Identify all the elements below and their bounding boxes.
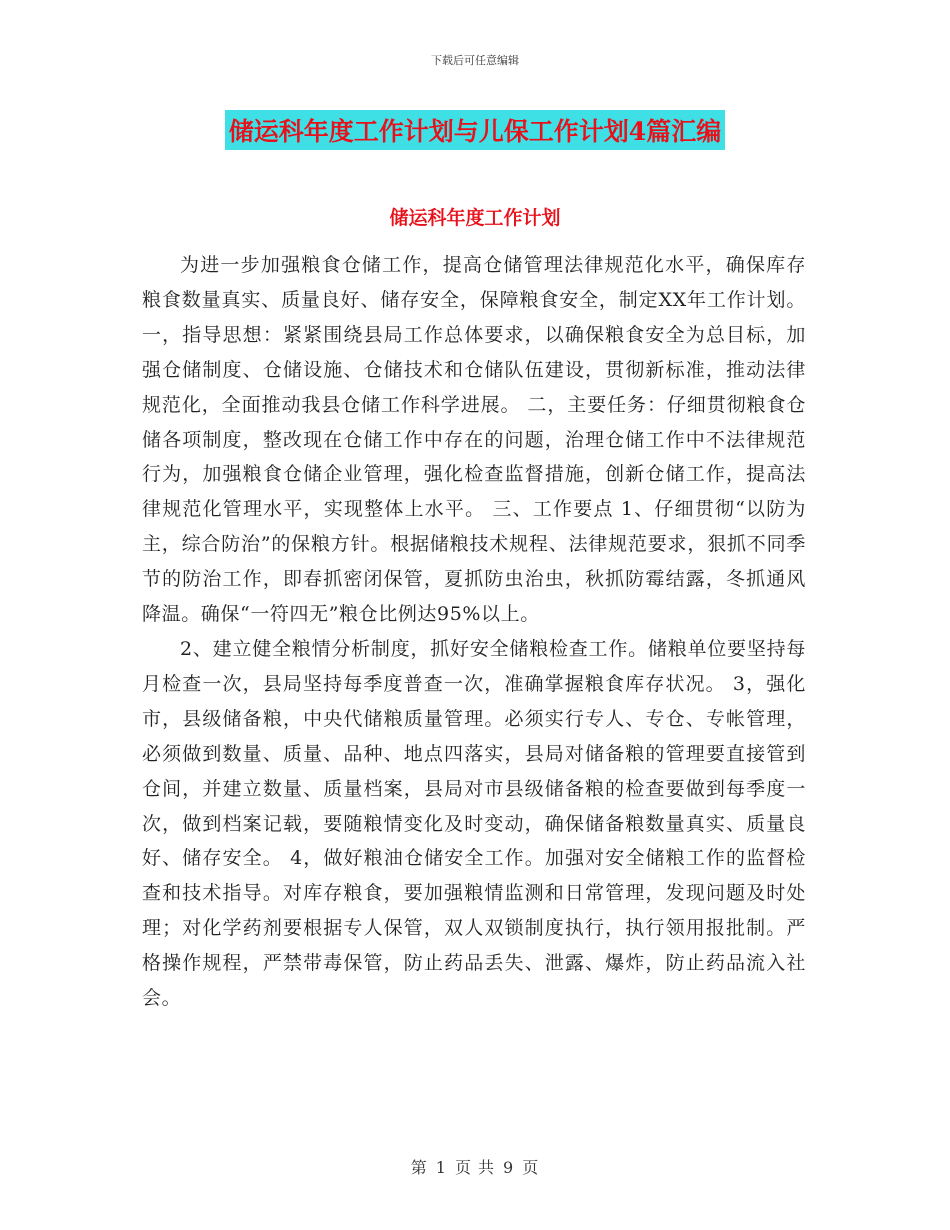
paragraph-2: 2、建立健全粮情分析制度，抓好安全储粮检查工作。储粮单位要坚持每月检查一次，县局坚持每季度普查一次，准确掌握粮食库存状况。 3，强化市，县级储备粮，中央代储粮质量管理。必须实行专人、专仓、专帐管理，必须做到数量、质量、品种、地点四落实，县局对储备粮的管理要直接管到仓间，并建立数量、质量档案，县局对市县级储备粮的检查要做到每季度一次，做到档案记载，要随粮情变化及时变动，确保储备粮数量真实、质量良好、储存安全。 4，做好粮油仓储安全工作。加强对安全储粮工作的监督检查和技术指导。对库存粮食，要加强粮情监测和日常管理，发现问题及时处理；对化学药剂要根据专人保管，双人双锁制度执行，执行领用报批制。严格操作规程，严禁带毒保管，防止药品丢失、泄露、爆炸，防止药品流入社会。 <box>142 637 806 1010</box>
footer-middle: 页 共 <box>454 1158 496 1177</box>
page-header-note: 下载后可任意编辑 <box>431 54 519 67</box>
footer-current-page: 1 <box>435 1158 447 1177</box>
document-title-text: 储运科年度工作计划与儿保工作计划4篇汇编 <box>225 110 725 150</box>
page-footer <box>0 1155 950 1178</box>
document-body <box>142 248 806 1016</box>
paragraph-1: 为进一步加强粮食仓储工作，提高仓储管理法律规范化水平，确保库存粮食数量真实、质量良好、储存安全，保障粮食安全，制定XX年工作计划。一，指导思想：紧紧围绕县局工作总体要求，以确保粮食安全为总目标，加强仓储制度、仓储设施、仓储技术和仓储队伍建设，贯彻新标准，推动法律规范化，全面推动我县仓储工作科学进展。 二，主要任务：仔细贯彻粮食仓储各项制度，整改现在仓储工作中存在的问题，治理仓储工作中不法律规范行为，加强粮食仓储企业管理，强化检查监督措施，创新仓储工作，提高法律规范化管理水平，实现整体上水平。 三、工作要点 1、仔细贯彻“以防为主，综合防治”的保粮方针。根据储粮技术规程、法律规范要求，狠抓不同季节的防治工作，即春抓密闭保管，夏抓防虫治虫，秋抓防霉结露，冬抓通风降温。确保“一符四无”粮仓比例达95%以上。 <box>142 254 806 626</box>
footer-suffix: 页 <box>522 1158 540 1177</box>
section-title: 储运科年度工作计划 <box>389 207 561 229</box>
document-title <box>0 110 950 150</box>
footer-prefix: 第 <box>410 1158 428 1177</box>
footer-total-pages: 9 <box>503 1158 515 1177</box>
